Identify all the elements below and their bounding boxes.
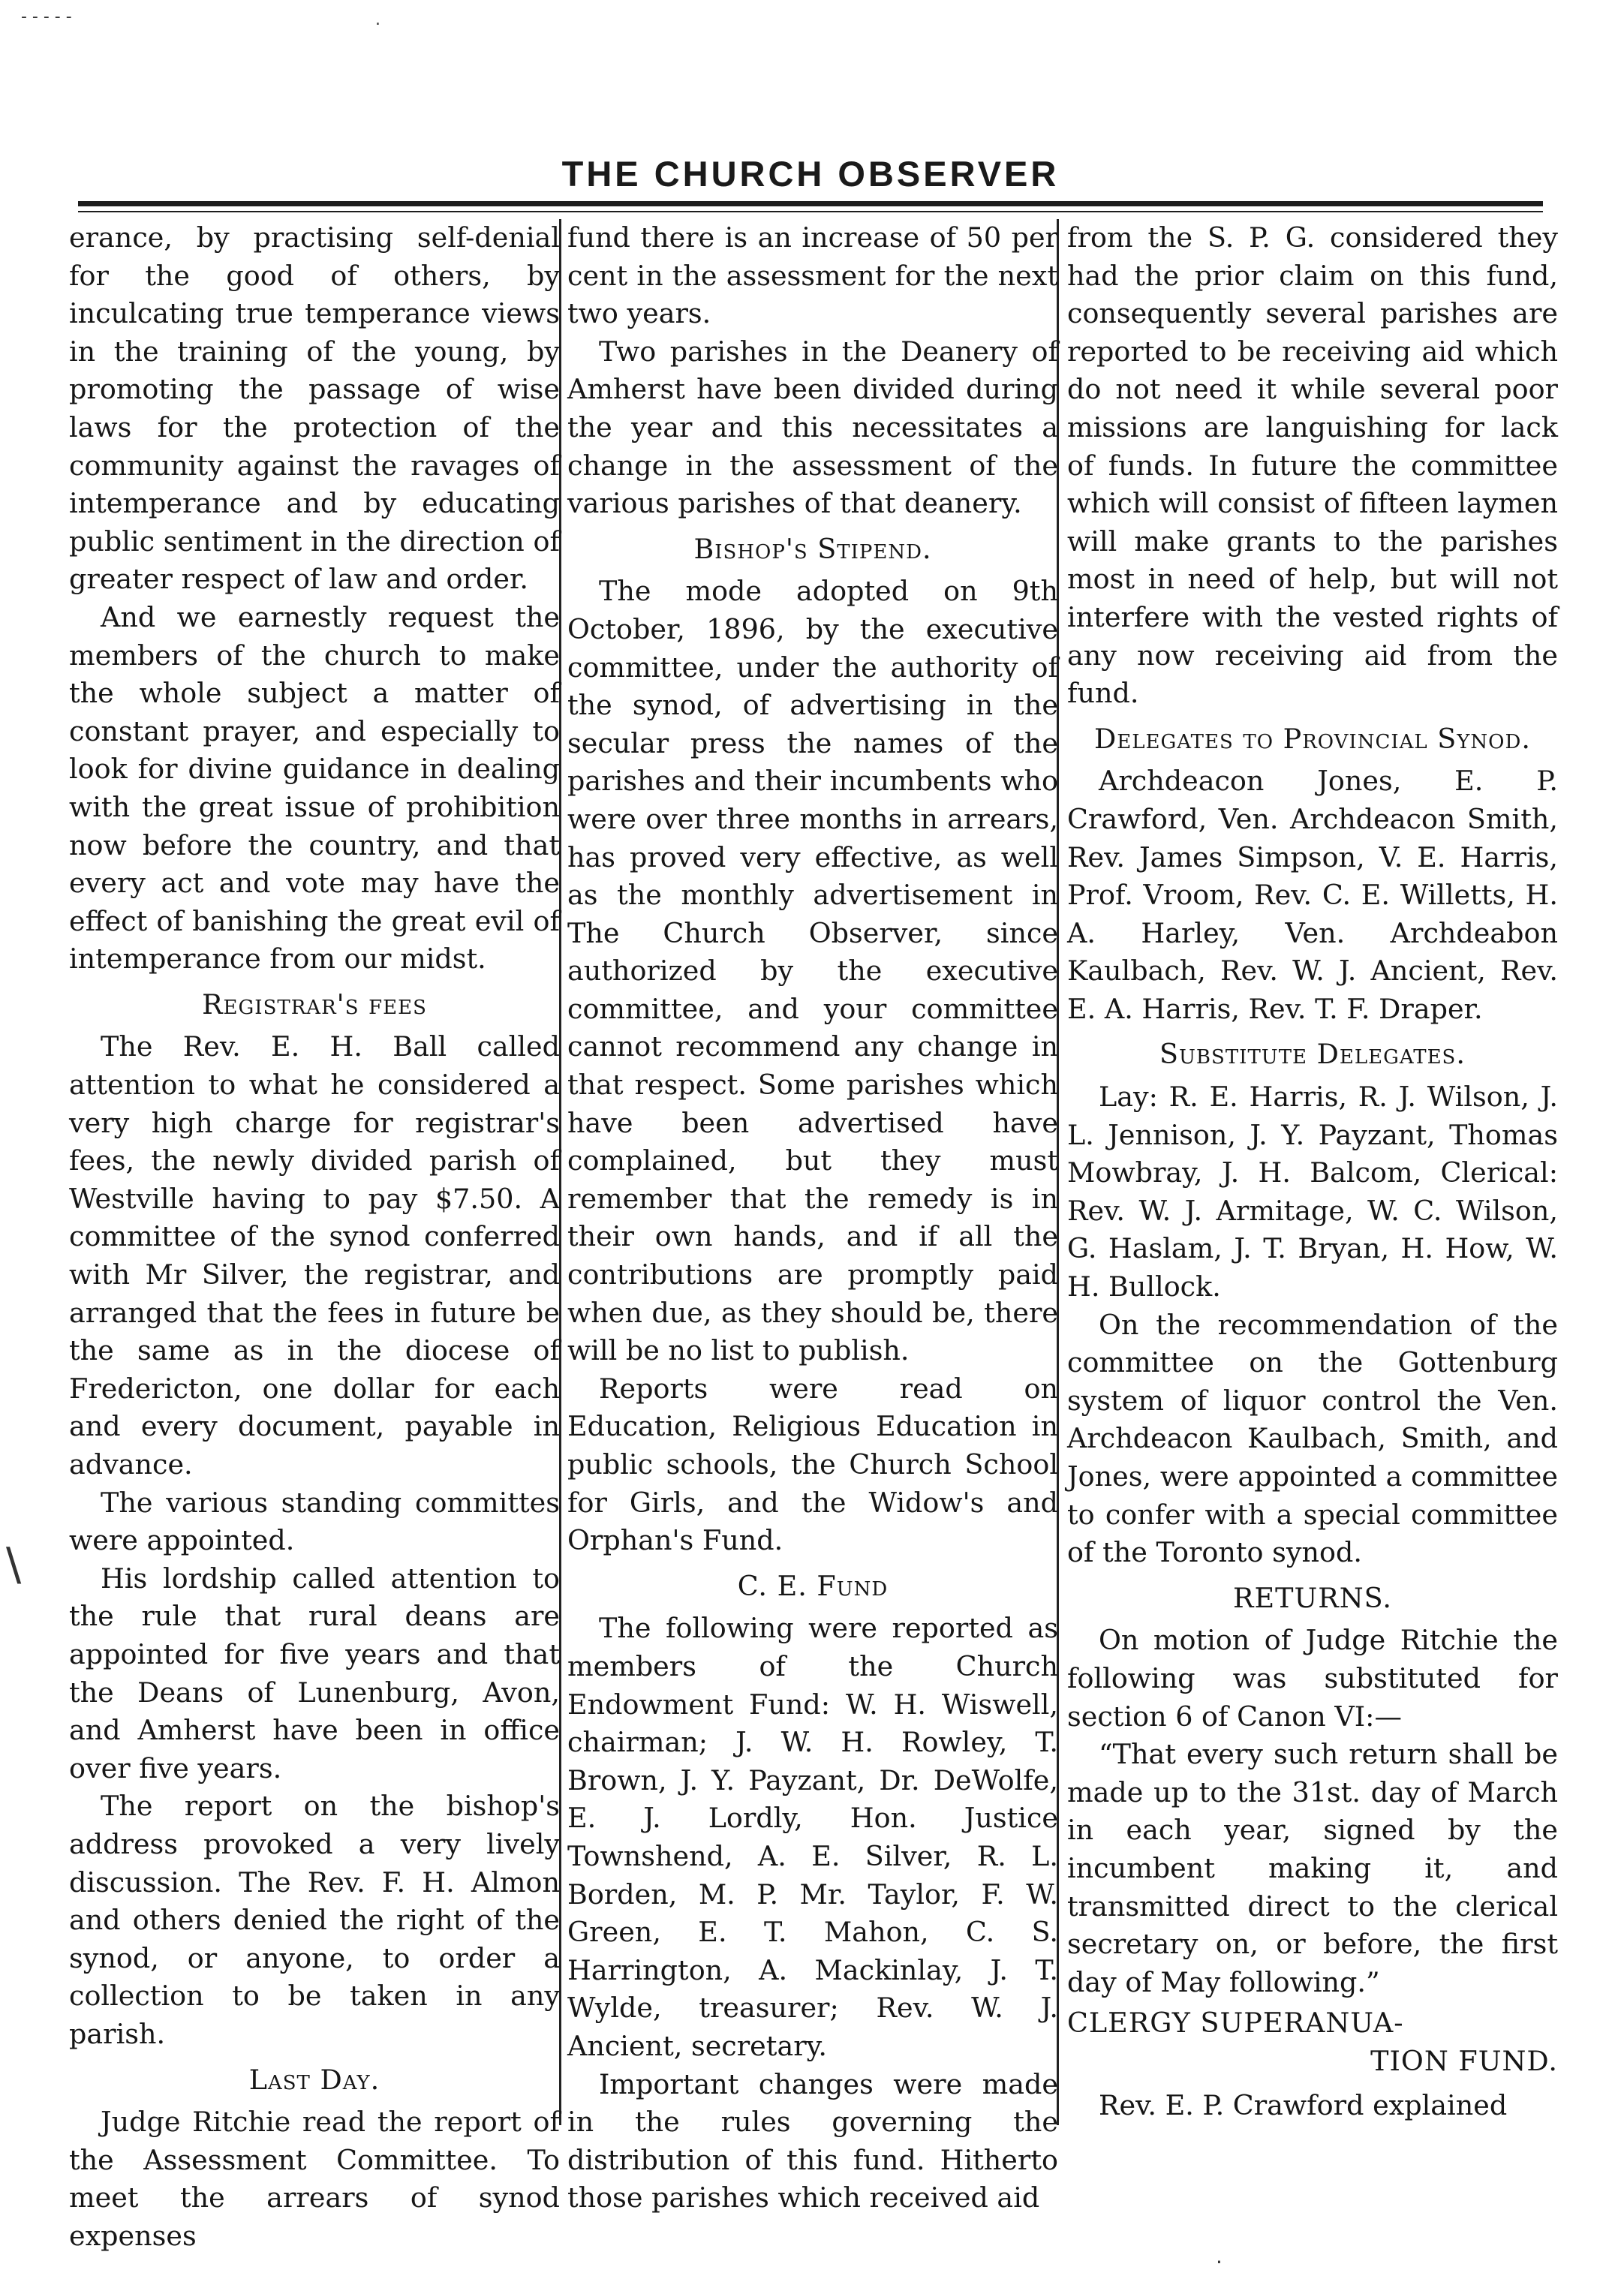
stray-mark-top: . <box>375 11 380 29</box>
paragraph: Two parishes in the Deanery of Amherst have been divided during the year and this necessitates a change in the assessment of the various parishes of that deanery. <box>567 335 1058 520</box>
section-heading: CLERGY SUPERANUA- <box>1067 2007 1404 2040</box>
paragraph: The following were reported as members of the Church Endowment Fund: W. H. Wiswell, chairman; J. W. H. Rowley, T. Brown, J. Y. Payzant, Dr. DeWolfe, E. J. Lordly, Hon. Justice Townshend, A. E. Silver, R. L. Borden, M. P. Mr. Taylor, F. W. Green, E. T. Mahon, C. S. Harrington, A. Mackinlay, J. T. Wylde, treasurer; Rev. W. J. Ancient, secretary. <box>567 1612 1058 2062</box>
paragraph: And we earnestly request the members of the church to make the whole subject a matter of constant prayer, and especially to look for divine guidance in dealing with the great issue of prohibition now before the country, and that every act and vote may have the effect of banishing the great evil of intemperance from our midst. <box>69 600 560 976</box>
paragraph: His lordship called attention to the rule that rural deans are appointed for five years and that the Deans of Lunenburg, Avon, and Amherst have been in office over five years. <box>69 1562 560 1784</box>
paragraph: The various standing committes were appointed. <box>69 1486 560 1557</box>
column-2 <box>567 219 1058 2217</box>
stray-mark-margin: \ <box>6 1538 22 1591</box>
paragraph: On the recommendation of the committee on the Gottenburg system of liquor control the Ven. Archdeacon Kaulbach, Smith, and Jones, were appointed a committee to confer with a special committee of the Toronto synod. <box>1067 1308 1558 1569</box>
section-heading: C. E. Fund <box>737 1569 889 1602</box>
column-3 <box>1067 219 1558 2124</box>
paragraph: On motion of Judge Ritchie the following was substituted for section 6 of Canon VI:— <box>1067 1624 1558 1733</box>
paragraph: erance, by practising self-denial for the good of others, by inculcating true temperance views in the training of the young, by promoting the passage of wise laws for the protection of the community against the ravages of intemperance and by educating public sentiment in the direction of greater respect of law and order. <box>69 221 560 596</box>
masthead-rule <box>78 201 1543 206</box>
paragraph: Reports were read on Education, Religious Education in public schools, the Church School for Girls, and the Widow's and Orphan's Fund. <box>567 1372 1058 1557</box>
stray-mark-bottom: . <box>1216 2244 1223 2268</box>
section-heading: Last Day. <box>248 2063 380 2096</box>
paragraph: The mode adopted on 9th October, 1896, by the executive committee, under the authority of the synod, of advertising in the secular press the names of the parishes and their incumbents who were over three months in arrears, has proved very effective, as well as the monthly advertisement in The Church Observer, since authorized by the executive committee, and your committee cannot recommend any change in that respect. Some parishes which have been advertised have complained, but they must remember that the remedy is in their own hands, and if all the contributions are promptly paid when due, as they should be, there will be no list to publish. <box>567 575 1058 1367</box>
section-heading: TION FUND. <box>1370 2044 1558 2077</box>
paragraph: fund there is an increase of 50 per cent in the assessment for the next two years. <box>567 221 1058 330</box>
masthead-rule-thin <box>78 211 1543 212</box>
stray-mark-top-left: - - - - - <box>21 8 72 26</box>
section-heading: Delegates to Provincial Synod. <box>1094 722 1531 755</box>
paragraph: from the S. P. G. considered they had the prior claim on this fund, consequently several parishes are reported to be receiving aid which do not need it while several poor missions are languishing for lack of funds. In future the committee which will consist of fifteen laymen will make grants to the parishes most in need of help, but will not interfere with the vested rights of any now receiving aid from the fund. <box>1067 221 1558 710</box>
paragraph: The Rev. E. H. Ball called attention to what he considered a very high charge for registrar's fees, the newly divided parish of Westville having to pay $7.50. A committee of the synod conferred with Mr Silver, the registrar, and arranged that the fees in future be the same as in the diocese of Fredericton, one dollar for each and every document, payable in advance. <box>69 1030 560 1481</box>
section-heading: Registrar's fees <box>202 988 427 1021</box>
section-heading: Bishop's Stipend. <box>693 532 932 565</box>
paragraph: Judge Ritchie read the report of the Assessment Committee. To meet the arrears of synod expenses <box>69 2106 560 2252</box>
paragraph: The report on the bishop's address provoked a very lively discussion. The Rev. F. H. Almon and others denied the right of the synod, or anyone, to order a collection to be taken in any parish. <box>69 1790 560 2050</box>
paragraph: “That every such return shall be made up to the 31st. day of March in each year, signed by the incumbent making it, and transmitted direct to the clerical secretary on, or before, the first day of May following.” <box>1067 1738 1558 1998</box>
paragraph: Lay: R. E. Harris, R. J. Wilson, J. L. Jennison, J. Y. Payzant, Thomas Mowbray, J. H. Balcom, Clerical: Rev. W. J. Armitage, W. C. Wilson, G. Haslam, J. T. Bryan, H. How, W. H. Bullock. <box>1067 1081 1558 1303</box>
paragraph: Archdeacon Jones, E. P. Crawford, Ven. Archdeacon Smith, Rev. James Simpson, V. E. Harris, Prof. Vroom, Rev. C. E. Willetts, H. A. Harley, Ven. Archdeabon Kaulbach, Rev. W. J. Ancient, Rev. E. A. Harris, Rev. T. F. Draper. <box>1067 765 1558 1025</box>
paragraph: Important changes were made in the rules governing the distribution of this fund. Hitherto those parishes which received aid <box>567 2067 1058 2214</box>
section-heading: Substitute Delegates. <box>1159 1038 1466 1071</box>
masthead-title: THE CHURCH OBSERVER <box>561 154 1060 194</box>
column-1 <box>69 219 560 2255</box>
paragraph: Rev. E. P. Crawford explained <box>1099 2088 1508 2121</box>
section-heading: RETURNS. <box>1233 1581 1392 1614</box>
